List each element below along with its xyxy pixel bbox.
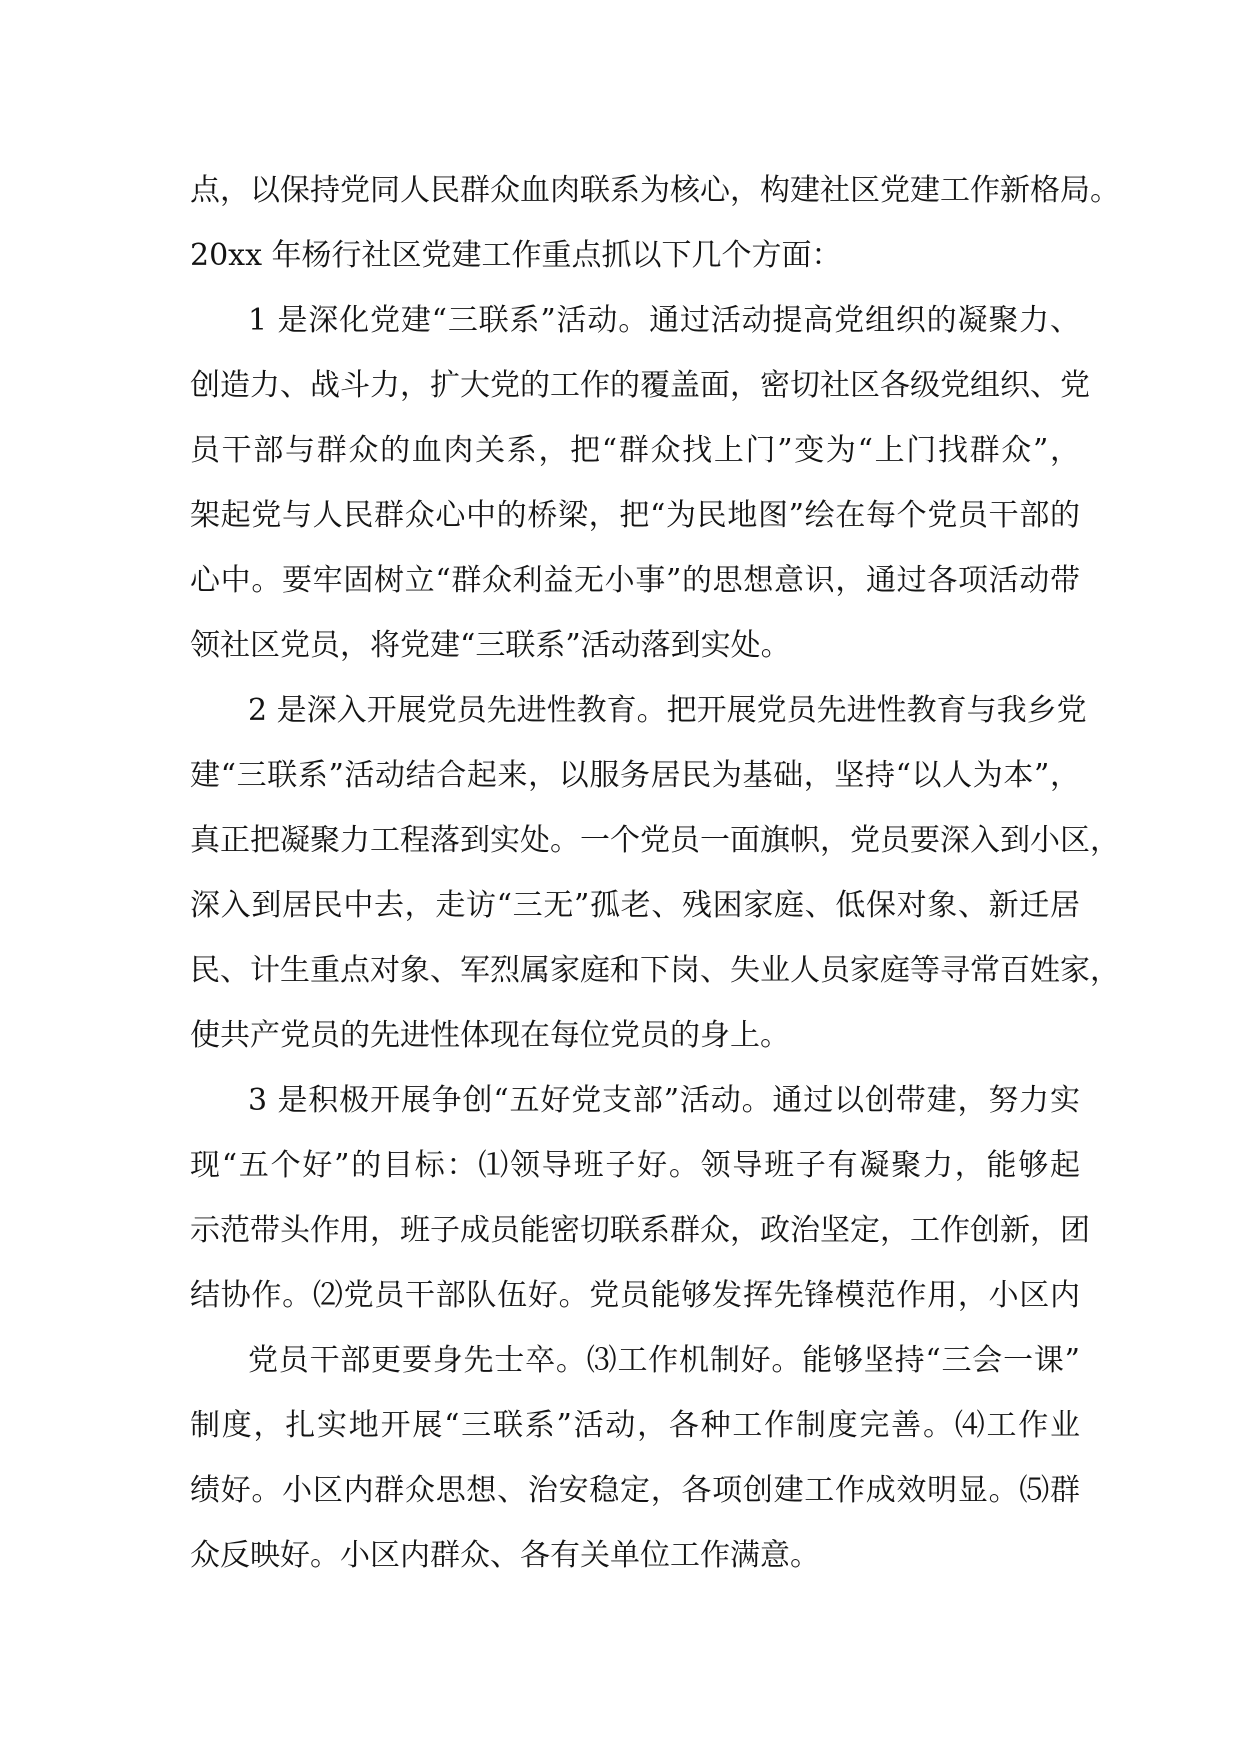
text-line: 深入到居民中去，走访“三无”孤老、残困家庭、低保对象、新迁居 — [190, 888, 1080, 923]
text-line: 员干部与群众的血肉关系，把“群众找上门”变为“上门找群众”， — [190, 433, 1080, 468]
text-line: 创造力、战斗力，扩大党的工作的覆盖面，密切社区各级党组织、党 — [190, 368, 1090, 403]
paragraph-start-line: 1 是深化党建“三联系”活动。通过活动提高党组织的凝聚力、 — [248, 303, 1080, 338]
text-line: 绩好。小区内群众思想、治安稳定，各项创建工作成效明显。⑸群 — [190, 1473, 1080, 1508]
text-line: 现“五个好”的目标：⑴领导班子好。领导班子有凝聚力，能够起 — [190, 1148, 1080, 1183]
text-line: 制度，扎实地开展“三联系”活动，各种工作制度完善。⑷工作业 — [190, 1408, 1080, 1443]
text-line: 架起党与人民群众心中的桥梁，把“为民地图”绘在每个党员干部的 — [190, 498, 1080, 533]
text-line: 使共产党员的先进性体现在每位党员的身上。 — [190, 1018, 790, 1053]
paragraph-start-line: 党员干部更要身先士卒。⑶工作机制好。能够坚持“三会一课” — [248, 1343, 1080, 1378]
text-line: 心中。要牢固树立“群众利益无小事”的思想意识，通过各项活动带 — [190, 563, 1080, 598]
text-line: 领社区党员，将党建“三联系”活动落到实处。 — [190, 628, 791, 663]
text-line: 真正把凝聚力工程落到实处。一个党员一面旗帜，党员要深入到小区， — [190, 823, 1120, 858]
paragraph-start-line: 3 是积极开展争创“五好党支部”活动。通过以创带建，努力实 — [248, 1083, 1080, 1118]
text-line: 示范带头作用，班子成员能密切联系群众，政治坚定，工作创新，团 — [190, 1213, 1090, 1248]
text-line: 众反映好。小区内群众、各有关单位工作满意。 — [190, 1538, 820, 1573]
text-line: 结协作。⑵党员干部队伍好。党员能够发挥先锋模范作用，小区内 — [190, 1278, 1080, 1313]
text-line: 20xx 年杨行社区党建工作重点抓以下几个方面： — [190, 238, 842, 273]
text-line: 点，以保持党同人民群众血肉联系为核心，构建社区党建工作新格局。 — [190, 173, 1120, 208]
body-text — [190, 158, 1120, 1588]
text-line: 民、计生重点对象、军烈属家庭和下岗、失业人员家庭等寻常百姓家， — [190, 953, 1120, 988]
paragraph-start-line: 2 是深入开展党员先进性教育。把开展党员先进性教育与我乡党 — [248, 693, 1087, 728]
text-line: 建“三联系”活动结合起来，以服务居民为基础，坚持“以人为本”， — [190, 758, 1080, 793]
